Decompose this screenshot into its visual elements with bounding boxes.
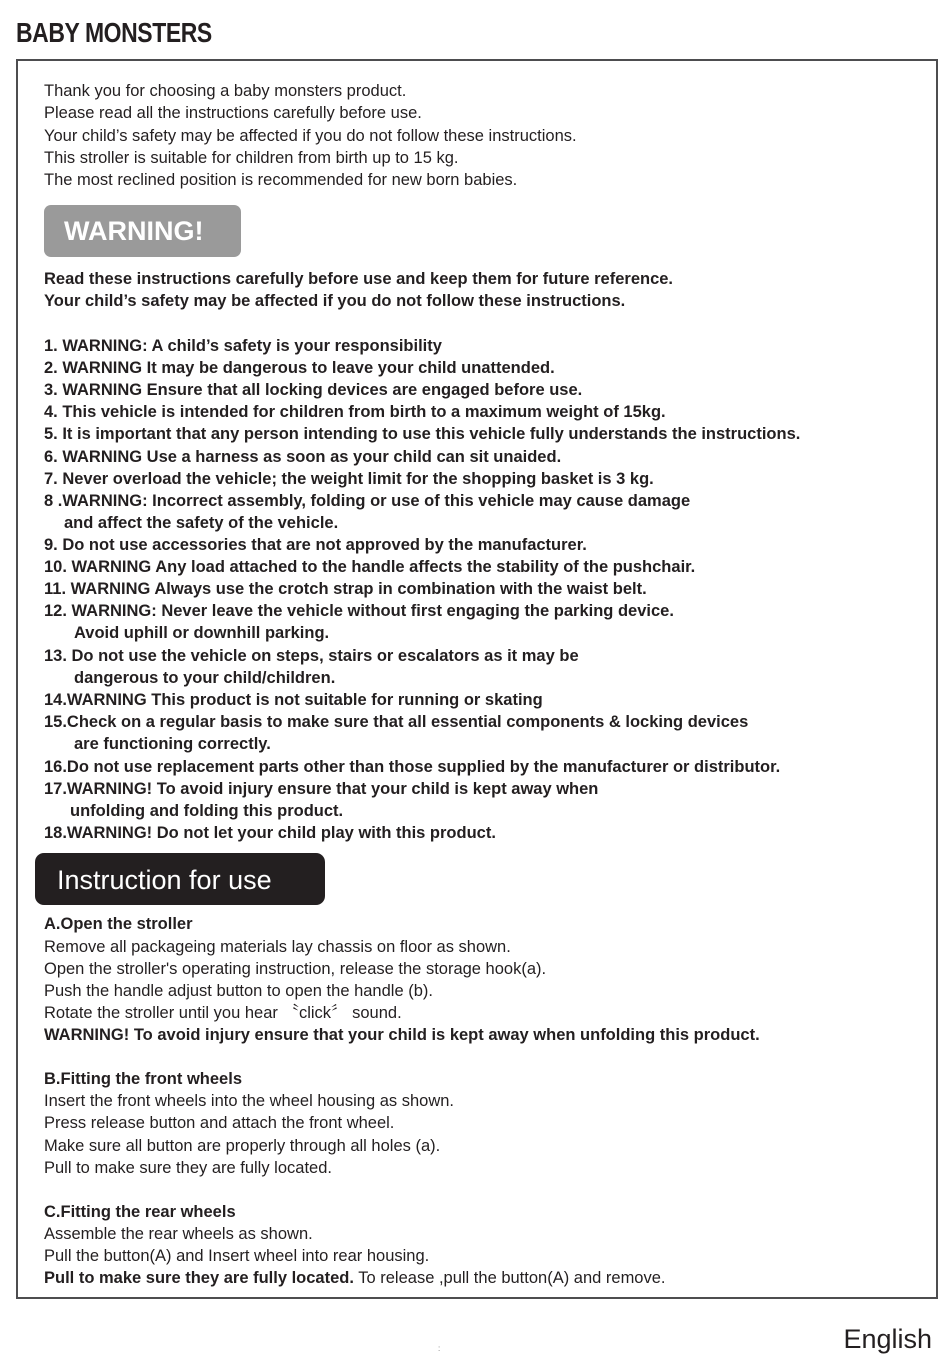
section-c-title: C.Fitting the rear wheels — [44, 1203, 236, 1221]
warning-item: 18.WARNING! Do not let your child play with this product. — [44, 824, 496, 842]
section-a-line: Remove all packageing materials lay chassis on floor as shown. — [44, 938, 511, 956]
warning-item: 11. WARNING Always use the crotch strap in combination with the waist belt. — [44, 580, 647, 598]
intro-line: The most reclined position is recommended for new born babies. — [44, 171, 518, 189]
section-a-line: Open the stroller's operating instruction, release the storage hook(a). — [44, 960, 547, 978]
warning-item: 12. WARNING: Never leave the vehicle without first engaging the parking device. — [44, 602, 674, 620]
warning-item: 1. WARNING: A child’s safety is your responsibility — [44, 337, 442, 355]
warning-intro-line: Your child’s safety may be affected if you do not follow these instructions. — [44, 292, 626, 310]
section-b-line: Make sure all button are properly through all holes (a). — [44, 1137, 441, 1155]
warning-item: 8 .WARNING: Incorrect assembly, folding or use of this vehicle may cause damage — [44, 492, 691, 510]
warning-item: 9. Do not use accessories that are not approved by the manufacturer. — [44, 536, 587, 554]
warning-item-continuation: Avoid uphill or downhill parking. — [74, 624, 330, 642]
warning-item: 10. WARNING Any load attached to the handle affects the stability of the pushchair. — [44, 558, 696, 576]
section-a-warning: WARNING! To avoid injury ensure that your child is kept away when unfolding this product. — [44, 1026, 760, 1044]
brand-title: BABY MONSTERS — [16, 17, 212, 48]
warning-item: 2. WARNING It may be dangerous to leave your child unattended. — [44, 359, 555, 377]
section-a-line: Push the handle adjust button to open the handle (b). — [44, 982, 433, 1000]
warning-item: 5. It is important that any person intending to use this vehicle fully understands the instructions. — [44, 425, 801, 443]
section-c-last-bold: Pull to make sure they are fully located. — [44, 1269, 354, 1287]
intro-line: Thank you for choosing a baby monsters product. — [44, 82, 407, 100]
warning-item-continuation: and affect the safety of the vehicle. — [64, 514, 339, 532]
footer-mark: : — [438, 1344, 441, 1353]
language-label: English — [843, 1324, 932, 1354]
section-b-line: Press release button and attach the front wheel. — [44, 1114, 395, 1132]
warning-item: 4. This vehicle is intended for children from birth to a maximum weight of 15kg. — [44, 403, 666, 421]
section-b-title: B.Fitting the front wheels — [44, 1070, 242, 1088]
intro-line: Your child’s safety may be affected if you do not follow these instructions. — [44, 127, 577, 145]
section-c-line: Assemble the rear wheels as shown. — [44, 1225, 313, 1243]
section-c-last-line — [44, 1267, 666, 1289]
warning-item: 17.WARNING! To avoid injury ensure that your child is kept away when — [44, 780, 599, 798]
section-b-line: Insert the front wheels into the wheel housing as shown. — [44, 1092, 454, 1110]
warning-item-continuation: unfolding and folding this product. — [70, 802, 344, 820]
warning-item-continuation: are functioning correctly. — [74, 735, 271, 753]
section-a-line: Rotate the stroller until you hear 〝click〞 sound. — [44, 1004, 402, 1022]
section-c-last-regular: To release ,pull the button(A) and remove. — [353, 1269, 666, 1287]
section-c-line: Pull the button(A) and Insert wheel into rear housing. — [44, 1247, 430, 1265]
section-a-title: A.Open the stroller — [44, 915, 193, 933]
instruction-badge: Instruction for use — [35, 853, 325, 905]
warning-item: 13. Do not use the vehicle on steps, stairs or escalators as it may be — [44, 647, 579, 665]
warning-item: 14.WARNING This product is not suitable for running or skating — [44, 691, 543, 709]
warning-item: 6. WARNING Use a harness as soon as your child can sit unaided. — [44, 448, 562, 466]
warning-intro-line: Read these instructions carefully before use and keep them for future reference. — [44, 270, 674, 288]
section-b-line: Pull to make sure they are fully located. — [44, 1159, 332, 1177]
intro-line: This stroller is suitable for children from birth up to 15 kg. — [44, 149, 459, 167]
warning-item: 3. WARNING Ensure that all locking devices are engaged before use. — [44, 381, 583, 399]
intro-line: Please read all the instructions carefully before use. — [44, 104, 422, 122]
warning-item: 7. Never overload the vehicle; the weight limit for the shopping basket is 3 kg. — [44, 470, 654, 488]
warning-item: 16.Do not use replacement parts other than those supplied by the manufacturer or distributor. — [44, 758, 781, 776]
warning-item-continuation: dangerous to your child/children. — [74, 669, 336, 687]
warning-item: 15.Check on a regular basis to make sure that all essential components & locking devices — [44, 713, 749, 731]
warning-badge: WARNING! — [44, 205, 241, 257]
